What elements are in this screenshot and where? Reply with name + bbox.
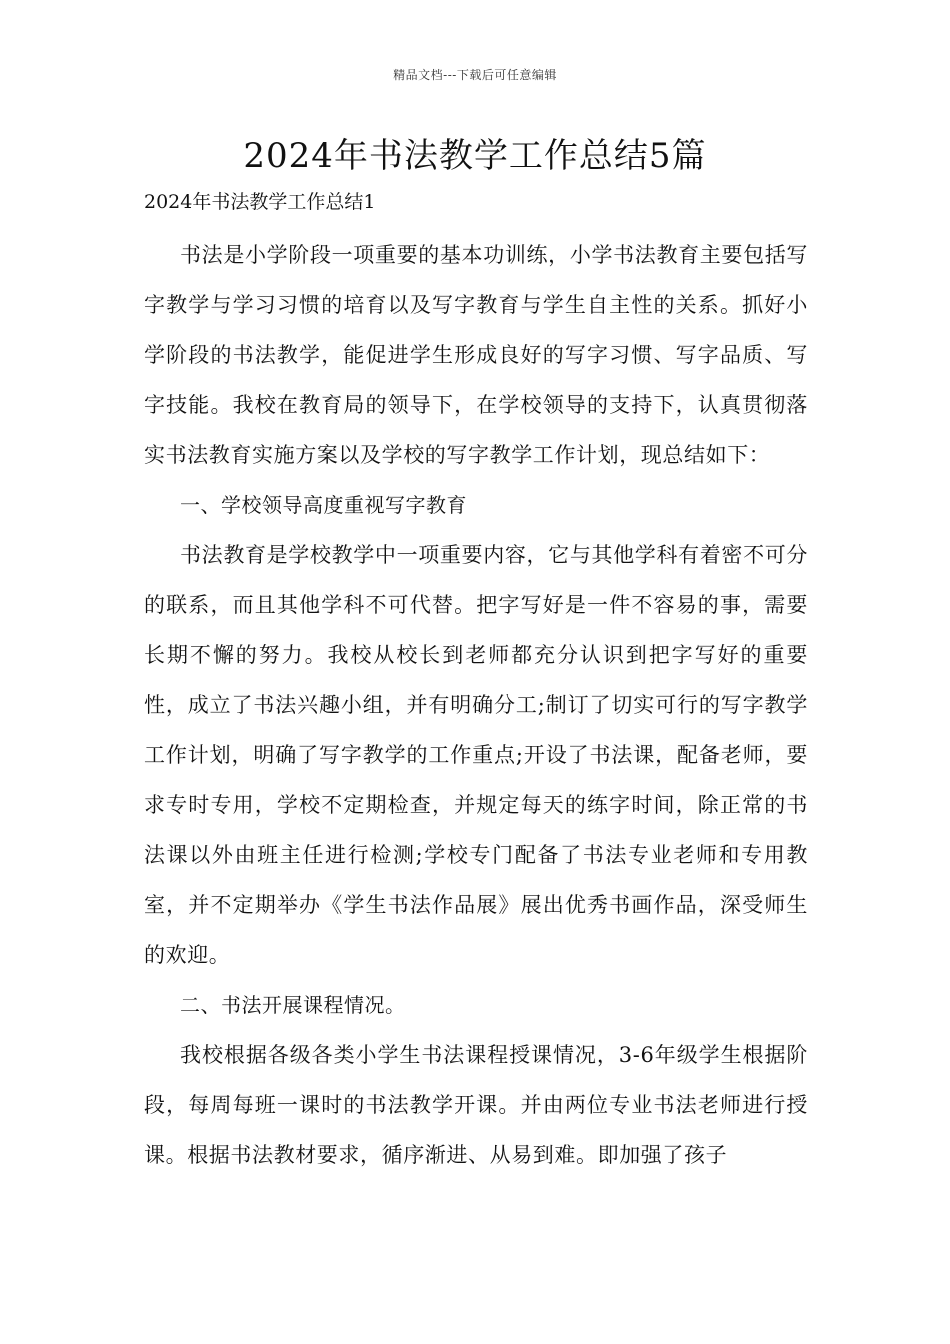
document-title: 2024年书法教学工作总结5篇	[243, 136, 707, 176]
body-paragraph: 书法教育是学校教学中一项重要内容，它与其他学科有着密不可分的联系，而且其他学科不可代替。把字写好是一件不容易的事，需要长期不懈的努力。我校从校长到老师都充分认识到把字写好的重要性，成立了书法兴趣小组，并有明确分工;制订了切实可行的写字教学工作计划，明确了写字教学的工作重点;开设了书法课，配备老师，要求专时专用，学校不定期检查，并规定每天的练字时间，除正常的书法课以外由班主任进行检测;学校专门配备了书法专业老师和专用教室，并不定期举办《学生书法作品展》展出优秀书画作品，深受师生的欢迎。	[144, 543, 808, 967]
body-paragraph: 书法是小学阶段一项重要的基本功训练，小学书法教育主要包括写字教学与学习习惯的培育以及写字教育与学生自主性的关系。抓好小学阶段的书法教学，能促进学生形成良好的写字习惯、写字品质、写字技能。我校在教育局的领导下，在学校领导的支持下，认真贯彻落实书法教育实施方案以及学校的写字教学工作计划，现总结如下：	[144, 243, 808, 467]
header-note: 精品文档---下载后可任意编辑	[393, 68, 557, 82]
document-body	[144, 230, 808, 1180]
section-heading: 二、书法开展课程情况。	[180, 993, 406, 1017]
body-paragraph: 我校根据各级各类小学生书法课程授课情况，3-6年级学生根据阶段，每周每班一课时的书法教学开课。并由两位专业书法老师进行授课。根据书法教材要求，循序渐进、从易到难。即加强了孩子	[144, 1043, 808, 1167]
section-subtitle: 2024年书法教学工作总结1	[144, 191, 376, 213]
section-heading: 一、学校领导高度重视写字教育	[180, 493, 467, 517]
